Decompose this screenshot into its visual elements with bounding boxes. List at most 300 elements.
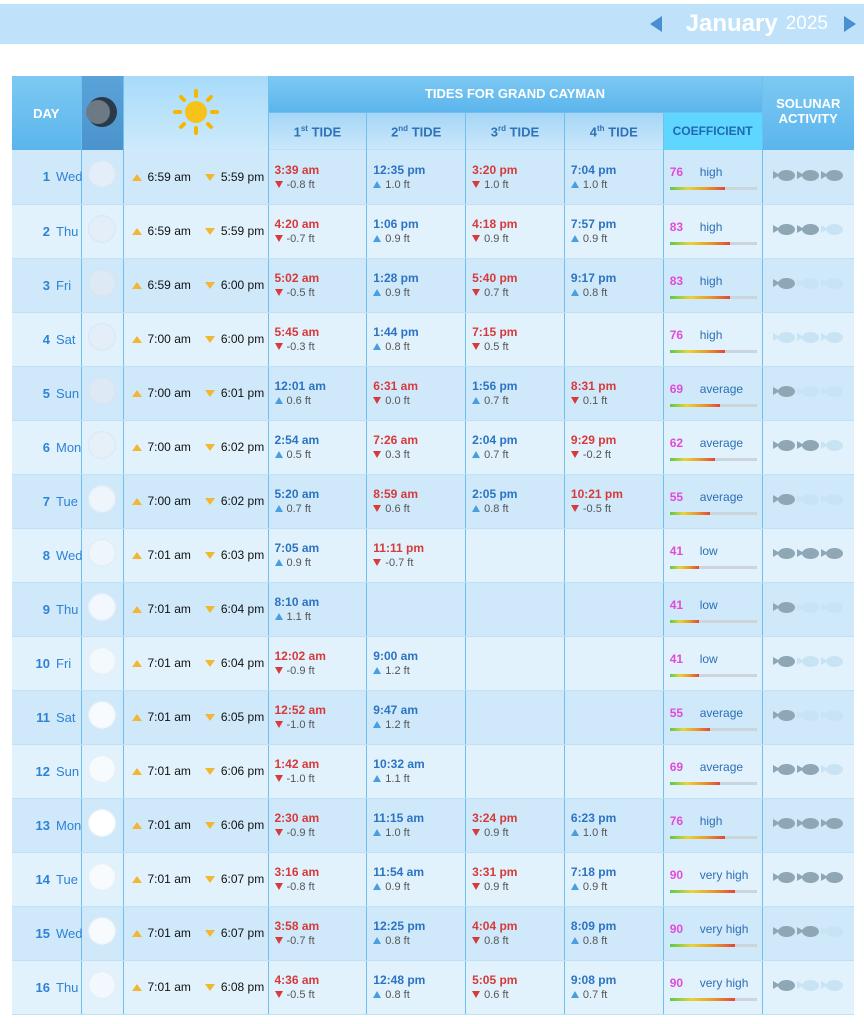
tide-cell <box>268 150 367 204</box>
day-cell <box>12 204 81 258</box>
tide-cell <box>564 960 663 1014</box>
solunar-cell <box>762 582 854 636</box>
table-row <box>12 312 854 366</box>
coefficient-cell <box>663 690 762 744</box>
moon-cell <box>81 582 123 636</box>
coefficient-bar <box>670 187 757 190</box>
moon-cell <box>81 744 123 798</box>
tide-time: 7:57 pm <box>570 217 617 231</box>
day-cell <box>12 420 81 474</box>
tide-time: 7:04 pm <box>570 162 617 177</box>
previous-month-icon[interactable] <box>650 16 662 32</box>
tide-cell <box>268 528 367 582</box>
sunrise-time: 7:00 am <box>147 494 191 508</box>
high-tide-icon <box>275 613 283 620</box>
solunar-cell <box>762 312 854 366</box>
day-name: Sat <box>56 709 76 725</box>
coefficient-label: low <box>699 651 718 666</box>
tide-height: 1.0 ft <box>385 827 410 839</box>
coefficient-cell <box>663 636 762 690</box>
tide-cell <box>564 474 663 528</box>
fish-icon <box>821 926 843 937</box>
coefficient-label: very high <box>699 867 749 882</box>
day-name: Sun <box>56 385 80 401</box>
sunrise-icon <box>132 552 142 559</box>
fish-icon <box>773 494 795 505</box>
tide-cell <box>367 258 466 312</box>
solunar-cell <box>762 420 854 474</box>
tide-time: 1:56 pm <box>472 379 518 393</box>
day-cell <box>12 906 81 960</box>
fish-icon <box>773 602 795 613</box>
sun-times-cell <box>123 852 268 906</box>
coefficient-bar <box>670 836 757 839</box>
day-name: Sun <box>56 763 80 779</box>
tide-cell <box>564 204 663 258</box>
sunrise-time: 7:01 am <box>147 872 191 886</box>
coefficient-bar <box>670 404 757 407</box>
tide-cell <box>268 852 367 906</box>
tide-height: -0.8 ft <box>286 178 315 191</box>
tide-height: 0.8 ft <box>484 935 509 947</box>
coefficient-cell <box>663 204 762 258</box>
low-tide-icon <box>275 775 283 782</box>
tide-height: 0.8 ft <box>385 989 410 1001</box>
coefficient-label: average <box>699 759 744 774</box>
sunset-icon <box>205 768 215 775</box>
tide-cell-empty <box>564 636 663 690</box>
coefficient-cell <box>663 582 762 636</box>
sunset-time: 6:05 pm <box>220 710 265 724</box>
moon-cell <box>81 474 123 528</box>
high-tide-icon <box>571 829 579 836</box>
low-tide-icon <box>275 667 283 674</box>
tide-height: -1.0 ft <box>286 773 315 785</box>
fish-icon <box>797 602 819 613</box>
moon-cell <box>81 852 123 906</box>
tide-time: 4:18 pm <box>472 217 518 231</box>
coefficient-cell <box>663 798 762 852</box>
tide-time: 2:54 am <box>274 433 320 447</box>
fish-icon <box>821 764 843 775</box>
sunset-time: 6:01 pm <box>220 386 265 400</box>
sun-times-cell <box>123 636 268 690</box>
coefficient-cell <box>663 744 762 798</box>
tide-height: 0.9 ft <box>385 287 410 299</box>
fish-icon <box>821 332 843 343</box>
fish-icon <box>797 224 819 235</box>
low-tide-icon <box>275 343 283 350</box>
next-month-icon[interactable] <box>844 16 856 32</box>
tide-time: 9:00 am <box>373 649 418 663</box>
fish-icon <box>773 872 795 883</box>
sunset-icon <box>205 876 215 883</box>
sunset-icon <box>205 606 215 613</box>
tide-cell <box>466 960 565 1014</box>
low-tide-icon <box>472 235 480 242</box>
month-year: 2025 <box>785 13 828 34</box>
coefficient-value: 90 <box>669 867 684 882</box>
moon-phase-icon <box>88 917 116 945</box>
tide-cell <box>367 420 466 474</box>
sun-column-header <box>123 76 268 150</box>
coefficient-bar <box>670 728 757 731</box>
sunrise-icon <box>132 984 142 991</box>
day-number: 7 <box>42 493 50 509</box>
fish-icon <box>821 278 843 289</box>
low-tide-icon <box>373 559 381 566</box>
day-number: 16 <box>35 979 50 995</box>
month-header-bar <box>0 4 864 44</box>
sun-times-cell <box>123 906 268 960</box>
coefficient-label: high <box>699 273 723 288</box>
low-tide-icon <box>472 829 480 836</box>
tide-time: 11:54 am <box>373 865 425 879</box>
fish-icon <box>773 278 795 289</box>
high-tide-icon <box>373 937 381 944</box>
sunset-icon <box>205 174 215 181</box>
tide-cell-empty <box>564 582 663 636</box>
fish-icon <box>821 224 843 235</box>
sun-times-cell <box>123 150 268 204</box>
tide-time: 10:21 pm <box>570 487 623 501</box>
tide-cell <box>564 906 663 960</box>
moon-cell <box>81 258 123 312</box>
high-tide-icon <box>472 451 480 458</box>
tide-3-header: 3rd TIDE <box>466 112 565 150</box>
tide-height: 1.0 ft <box>385 178 410 191</box>
sunrise-icon <box>132 714 142 721</box>
coefficient-bar <box>670 998 757 1001</box>
fish-icon <box>821 656 843 667</box>
solunar-cell <box>762 906 854 960</box>
tide-cell-empty <box>564 690 663 744</box>
high-tide-icon <box>571 181 579 188</box>
coefficient-cell <box>663 960 762 1014</box>
moon-cell <box>81 312 123 366</box>
coefficient-label: high <box>699 327 723 342</box>
moon-phase-icon <box>88 323 116 351</box>
tide-cell <box>367 366 466 420</box>
tide-height: 0.8 ft <box>582 287 608 299</box>
tide-time: 5:02 am <box>274 271 320 285</box>
sunset-time: 6:00 pm <box>220 332 265 346</box>
sunrise-icon <box>132 660 142 667</box>
tide-time: 3:39 am <box>274 162 320 177</box>
sunrise-time: 7:00 am <box>147 386 191 400</box>
high-tide-icon <box>373 289 381 296</box>
tide-time: 9:47 am <box>373 703 418 717</box>
sun-times-cell <box>123 474 268 528</box>
coefficient-bar <box>670 242 757 245</box>
tide-height: 0.9 ft <box>484 233 509 245</box>
tide-cell <box>268 204 367 258</box>
tide-time: 12:02 am <box>274 649 326 663</box>
low-tide-icon <box>275 991 283 998</box>
sunrise-icon <box>132 498 142 505</box>
coefficient-cell <box>663 150 762 204</box>
fish-icon <box>797 710 819 721</box>
day-name: Tue <box>56 871 78 887</box>
coefficient-value: 55 <box>669 489 684 504</box>
moon-cell <box>81 906 123 960</box>
sunset-time: 6:02 pm <box>220 440 265 454</box>
high-tide-icon <box>373 235 381 242</box>
coefficient-value: 76 <box>669 813 684 828</box>
tide-height: 0.6 ft <box>286 395 311 407</box>
moon-cell <box>81 798 123 852</box>
fish-icon <box>773 980 795 991</box>
day-name: Tue <box>56 493 78 509</box>
fish-icon <box>773 224 795 235</box>
tide-time: 8:59 am <box>373 487 418 501</box>
tide-cell <box>268 798 367 852</box>
coefficient-value: 90 <box>669 975 684 990</box>
tide-height: 0.9 ft <box>484 881 509 893</box>
tide-cell <box>268 474 367 528</box>
tide-height: 0.5 ft <box>286 449 311 461</box>
tide-cell <box>268 258 367 312</box>
table-row <box>12 582 854 636</box>
coefficient-value: 76 <box>669 327 684 342</box>
fish-icon <box>797 548 819 559</box>
tide-height: 1.0 ft <box>582 178 608 191</box>
fish-icon <box>821 710 843 721</box>
tide-cell <box>466 204 565 258</box>
moon-phase-icon <box>88 377 116 405</box>
coefficient-label: average <box>699 435 744 450</box>
sunset-icon <box>205 660 215 667</box>
tide-time: 3:16 am <box>274 865 320 879</box>
fish-icon <box>797 332 819 343</box>
coefficient-cell <box>663 474 762 528</box>
coefficient-value: 62 <box>669 435 684 450</box>
solunar-cell <box>762 960 854 1014</box>
moon-phase-icon <box>88 431 116 459</box>
tide-cell <box>367 798 466 852</box>
sunrise-icon <box>132 444 142 451</box>
sunset-time: 6:07 pm <box>220 926 265 940</box>
moon-column-header <box>81 76 123 150</box>
tide-cell <box>367 690 466 744</box>
day-number: 4 <box>42 331 50 347</box>
sunrise-time: 7:01 am <box>147 764 191 778</box>
fish-icon <box>773 440 795 451</box>
high-tide-icon <box>373 181 381 188</box>
tide-height: -0.9 ft <box>286 827 315 839</box>
tide-height: 0.6 ft <box>484 989 509 1001</box>
coefficient-bar <box>670 890 757 893</box>
tide-time: 12:35 pm <box>373 162 426 177</box>
tide-time: 7:26 am <box>373 433 418 447</box>
coefficient-value: 41 <box>669 651 684 666</box>
sunset-time: 5:59 pm <box>220 224 265 238</box>
tide-cell <box>564 798 663 852</box>
tide-time: 10:32 am <box>373 757 425 771</box>
solunar-cell <box>762 150 854 204</box>
tide-height: 1.0 ft <box>582 827 608 839</box>
tide-height: 0.1 ft <box>582 395 608 407</box>
tide-time: 1:42 am <box>274 757 320 771</box>
tide-time: 1:28 pm <box>373 271 419 285</box>
fish-icon <box>773 386 795 397</box>
tide-time: 5:40 pm <box>472 271 518 285</box>
sunrise-icon <box>132 282 142 289</box>
day-cell <box>12 528 81 582</box>
moon-phase-icon <box>88 647 116 675</box>
coefficient-label: very high <box>699 975 749 990</box>
moon-cell <box>81 420 123 474</box>
tide-cell <box>268 366 367 420</box>
tide-cell <box>268 582 367 636</box>
high-tide-icon <box>373 667 381 674</box>
coefficient-cell <box>663 852 762 906</box>
tide-cell-empty <box>466 528 565 582</box>
tide-time: 3:31 pm <box>472 865 518 879</box>
month-navigation <box>650 4 856 44</box>
fish-icon <box>797 170 819 181</box>
tide-cell <box>268 690 367 744</box>
moon-phase-icon <box>88 593 116 621</box>
tide-time: 9:08 pm <box>570 973 617 987</box>
tide-height: 1.2 ft <box>385 719 410 731</box>
tide-height: 0.8 ft <box>582 935 608 947</box>
solunar-cell <box>762 366 854 420</box>
sunset-icon <box>205 822 215 829</box>
sunrise-time: 7:01 am <box>147 926 191 940</box>
sunset-time: 5:59 pm <box>220 169 265 184</box>
moon-phase-icon <box>88 755 116 783</box>
low-tide-icon <box>275 829 283 836</box>
solunar-cell <box>762 744 854 798</box>
sunrise-time: 6:59 am <box>147 169 191 184</box>
coefficient-cell <box>663 366 762 420</box>
tide-cell-empty <box>367 582 466 636</box>
table-row <box>12 744 854 798</box>
tide-time: 6:23 pm <box>570 811 617 825</box>
tide-height: -0.9 ft <box>286 665 315 677</box>
tide-cell <box>466 852 565 906</box>
tide-cell <box>367 906 466 960</box>
fish-icon <box>797 656 819 667</box>
tide-cell <box>564 366 663 420</box>
moon-cell <box>81 366 123 420</box>
tide-height: -0.7 ft <box>385 557 414 569</box>
high-tide-icon <box>275 451 283 458</box>
day-cell <box>12 960 81 1014</box>
moon-cell <box>81 204 123 258</box>
fish-icon <box>773 332 795 343</box>
tide-height: -0.5 ft <box>582 503 612 515</box>
tide-cell <box>466 150 565 204</box>
high-tide-icon <box>373 829 381 836</box>
table-row <box>12 852 854 906</box>
tide-time: 3:58 am <box>274 919 320 933</box>
day-cell <box>12 852 81 906</box>
table-row <box>12 528 854 582</box>
tide-height: 0.9 ft <box>582 881 608 893</box>
tide-height: 0.7 ft <box>484 287 509 299</box>
moon-cell <box>81 690 123 744</box>
day-name: Thu <box>56 601 79 617</box>
table-row <box>12 150 854 204</box>
high-tide-icon <box>373 991 381 998</box>
high-tide-icon <box>571 991 579 998</box>
coefficient-value: 69 <box>669 759 684 774</box>
tide-height: 0.9 ft <box>286 557 311 569</box>
fish-icon <box>773 656 795 667</box>
coefficient-value: 76 <box>669 165 684 180</box>
tide-time: 7:18 pm <box>570 865 617 879</box>
high-tide-icon <box>472 505 480 512</box>
day-number: 14 <box>35 871 50 887</box>
low-tide-icon <box>373 505 381 512</box>
fish-icon <box>797 872 819 883</box>
tide-height: 0.7 ft <box>286 503 311 515</box>
low-tide-icon <box>373 397 381 404</box>
fish-icon <box>821 602 843 613</box>
tide-height: 0.7 ft <box>582 989 608 1001</box>
coefficient-cell <box>663 420 762 474</box>
tide-table <box>12 76 854 1015</box>
tide-time: 2:04 pm <box>472 433 518 447</box>
tide-time: 12:25 pm <box>373 919 426 933</box>
sun-times-cell <box>123 366 268 420</box>
coefficient-label: high <box>699 165 723 180</box>
day-number: 1 <box>42 169 50 185</box>
fish-icon <box>797 494 819 505</box>
fish-icon <box>773 170 795 181</box>
day-column-header: DAY <box>12 76 81 150</box>
moon-phase-icon <box>85 95 119 129</box>
sunset-time: 6:06 pm <box>220 818 265 832</box>
tide-height: 1.0 ft <box>484 178 509 191</box>
tide-cell <box>367 528 466 582</box>
day-name: Wed <box>56 547 83 563</box>
high-tide-icon <box>275 397 283 404</box>
high-tide-icon <box>275 559 283 566</box>
moon-phase-icon <box>88 809 116 837</box>
sunset-time: 6:04 pm <box>220 656 265 670</box>
table-row <box>12 258 854 312</box>
fish-icon <box>821 170 843 181</box>
tide-cell <box>466 906 565 960</box>
high-tide-icon <box>571 235 579 242</box>
tide-cell <box>367 474 466 528</box>
day-cell <box>12 582 81 636</box>
sunrise-time: 7:00 am <box>147 440 191 454</box>
tide-time: 7:15 pm <box>472 325 518 339</box>
sunrise-time: 7:01 am <box>147 602 191 616</box>
sunrise-time: 6:59 am <box>147 224 191 238</box>
tide-cell <box>466 258 565 312</box>
tide-cell-empty <box>564 312 663 366</box>
tide-cell <box>466 420 565 474</box>
coefficient-value: 83 <box>669 219 684 234</box>
tide-time: 3:24 pm <box>472 811 518 825</box>
coefficient-bar <box>670 512 757 515</box>
day-number: 6 <box>42 439 50 455</box>
day-cell <box>12 366 81 420</box>
coefficient-bar <box>670 566 757 569</box>
coefficient-value: 83 <box>669 273 684 288</box>
low-tide-icon <box>472 181 480 188</box>
tide-cell <box>564 258 663 312</box>
table-row <box>12 366 854 420</box>
low-tide-icon <box>571 451 579 458</box>
tides-title: TIDES FOR GRAND CAYMAN <box>268 76 762 112</box>
solunar-cell <box>762 690 854 744</box>
